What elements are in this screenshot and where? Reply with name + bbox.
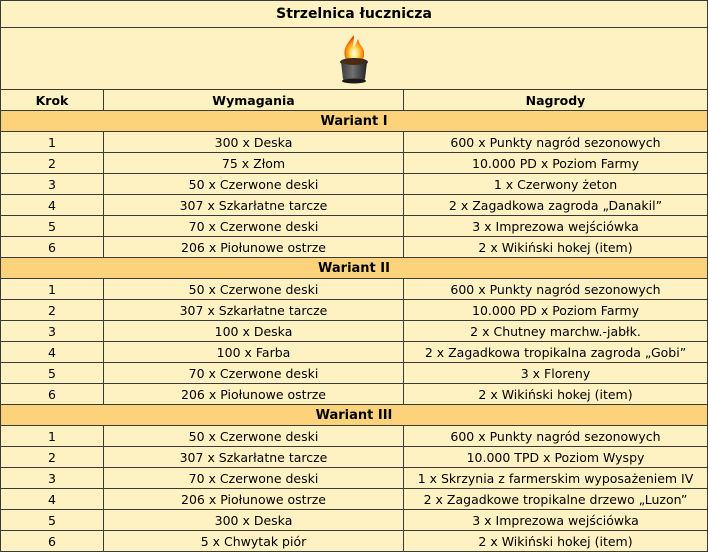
table-row (1, 278, 707, 299)
reward-cell: 2 x Zagadkowe tropikalne drzewo „Luzon” (403, 489, 707, 509)
step-cell: 1 (1, 426, 103, 446)
table-row (1, 236, 707, 257)
step-cell: 4 (1, 195, 103, 215)
reward-cell: 600 x Punkty nagród sezonowych (403, 132, 707, 152)
requirement-cell: 50 x Czerwone deski (103, 174, 403, 194)
requirement-cell: 307 x Szkarłatne tarcze (103, 300, 403, 320)
step-cell: 3 (1, 321, 103, 341)
table-row (1, 320, 707, 341)
step-cell: 6 (1, 531, 103, 551)
reward-cell: 2 x Wikiński hokej (item) (403, 237, 707, 257)
step-cell: 5 (1, 216, 103, 236)
step-cell: 6 (1, 384, 103, 404)
step-cell: 4 (1, 489, 103, 509)
reward-cell: 3 x Imprezowa wejściówka (403, 216, 707, 236)
reward-cell: 10.000 TPD x Poziom Wyspy (403, 447, 707, 467)
requirement-cell: 70 x Czerwone deski (103, 468, 403, 488)
step-cell: 5 (1, 363, 103, 383)
step-cell: 3 (1, 174, 103, 194)
reward-cell: 2 x Wikiński hokej (item) (403, 531, 707, 551)
reward-cell: 2 x Chutney marchw.-jabłk. (403, 321, 707, 341)
step-cell: 4 (1, 342, 103, 362)
archery-target-bucket-icon (337, 33, 371, 85)
requirement-cell: 5 x Chwytak piór (103, 531, 403, 551)
variant-header: Wariant III (1, 404, 707, 425)
step-cell: 2 (1, 447, 103, 467)
reward-cell: 10.000 PD x Poziom Farmy (403, 300, 707, 320)
requirement-cell: 100 x Deska (103, 321, 403, 341)
reward-cell: 3 x Floreny (403, 363, 707, 383)
header-rewards: Nagrody (403, 90, 707, 110)
reward-cell: 2 x Zagadkowa zagroda „Danakil” (403, 195, 707, 215)
requirement-cell: 300 x Deska (103, 510, 403, 530)
table-row (1, 467, 707, 488)
table-row (1, 362, 707, 383)
requirement-cell: 307 x Szkarłatne tarcze (103, 447, 403, 467)
table-row (1, 194, 707, 215)
step-cell: 1 (1, 279, 103, 299)
reward-cell: 2 x Zagadkowa tropikalna zagroda „Gobi” (403, 342, 707, 362)
table-row (1, 446, 707, 467)
table-row (1, 530, 707, 551)
table-row (1, 341, 707, 362)
reward-cell: 10.000 PD x Poziom Farmy (403, 153, 707, 173)
requirement-cell: 50 x Czerwone deski (103, 426, 403, 446)
reward-cell: 600 x Punkty nagród sezonowych (403, 279, 707, 299)
table-row (1, 383, 707, 404)
header-row (1, 89, 707, 110)
requirement-cell: 307 x Szkarłatne tarcze (103, 195, 403, 215)
requirement-cell: 75 x Złom (103, 153, 403, 173)
reward-cell: 2 x Wikiński hokej (item) (403, 384, 707, 404)
variant-header: Wariant I (1, 110, 707, 131)
step-cell: 2 (1, 300, 103, 320)
table-row (1, 299, 707, 320)
reward-cell: 600 x Punkty nagród sezonowych (403, 426, 707, 446)
requirement-cell: 100 x Farba (103, 342, 403, 362)
requirement-cell: 70 x Czerwone deski (103, 216, 403, 236)
step-cell: 2 (1, 153, 103, 173)
table-row (1, 425, 707, 446)
step-cell: 3 (1, 468, 103, 488)
table-row (1, 152, 707, 173)
variant-header: Wariant II (1, 257, 707, 278)
table-row (1, 509, 707, 530)
table-row (1, 215, 707, 236)
requirement-cell: 70 x Czerwone deski (103, 363, 403, 383)
requirement-cell: 300 x Deska (103, 132, 403, 152)
table-row (1, 131, 707, 152)
table-title: Strzelnica łucznicza (276, 6, 432, 22)
requirement-cell: 206 x Piołunowe ostrze (103, 237, 403, 257)
requirement-cell: 206 x Piołunowe ostrze (103, 489, 403, 509)
header-step: Krok (1, 90, 103, 110)
table-row (1, 173, 707, 194)
reward-cell: 3 x Imprezowa wejściówka (403, 510, 707, 530)
requirement-cell: 50 x Czerwone deski (103, 279, 403, 299)
reward-cell: 1 x Czerwony żeton (403, 174, 707, 194)
step-cell: 6 (1, 237, 103, 257)
header-requirements: Wymagania (103, 90, 403, 110)
step-cell: 5 (1, 510, 103, 530)
table-row (1, 488, 707, 509)
step-cell: 1 (1, 132, 103, 152)
reward-cell: 1 x Skrzynia z farmerskim wyposażeniem IV (403, 468, 707, 488)
image-row (1, 27, 707, 89)
requirement-cell: 206 x Piołunowe ostrze (103, 384, 403, 404)
